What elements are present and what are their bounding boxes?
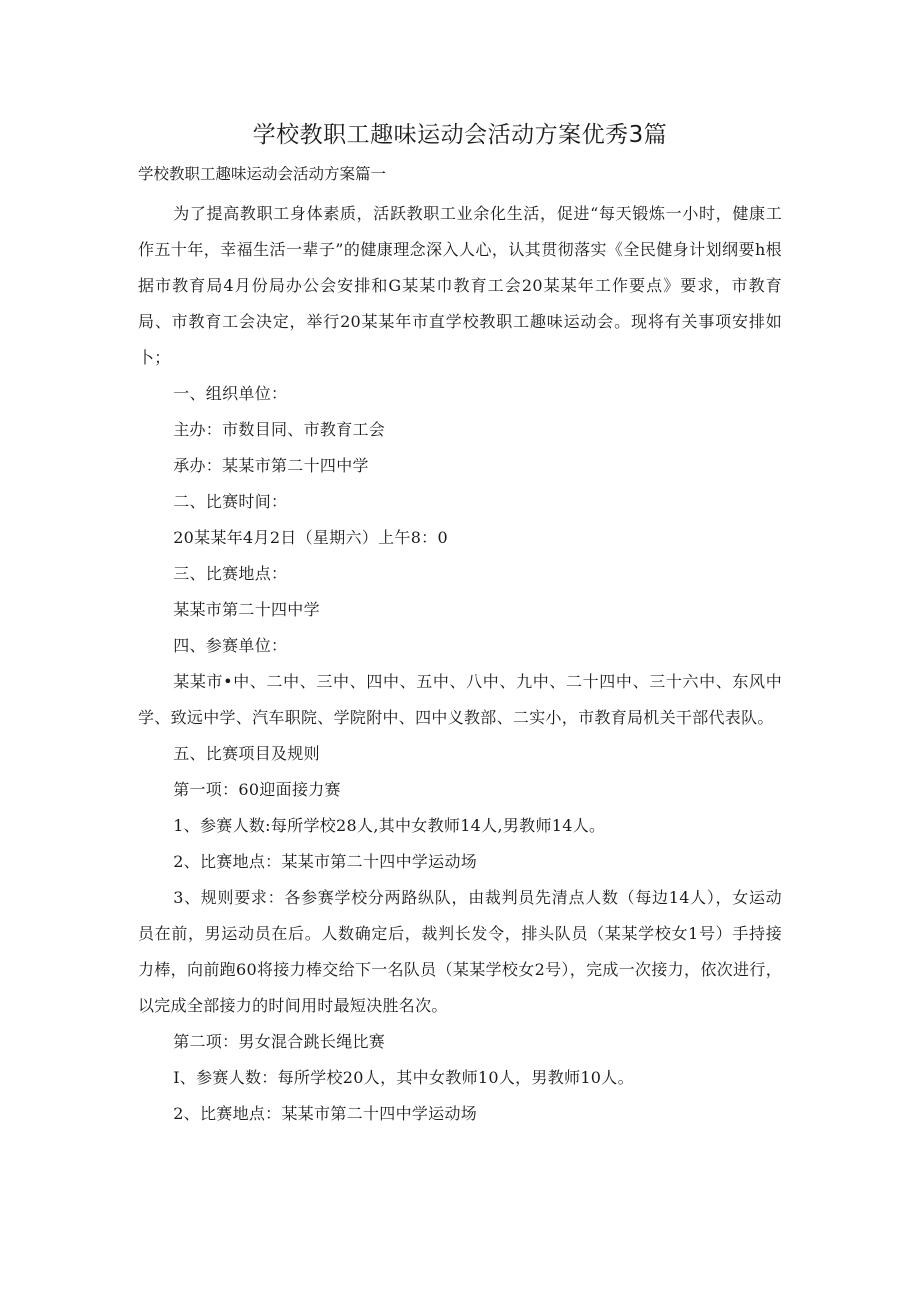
intro-paragraph: 为了提高教职工身体素质，活跃教职工业余化生活，促进“每天锻炼一小时，健康工作五十年，幸福生活一辈子”的健康理念深入人心，认其贯彻落实《全民健身计划纲要h根据市教育局4月份局办公会安排和G某某巾教育工会20某某年工作要点》要求，市教育局、市教育工会决定，举行20某某年市直学校教职工趣味运动会。现将有关事项安排如卜； xyxy=(138,204,782,367)
event-2-title: 第二项：男女混合跳长绳比赛 xyxy=(173,1032,386,1051)
participants-list: 某某市•中、二中、三中、四中、五中、八中、九中、二十四中、三十六中、东风中学、致远中学、汽车职院、学院附中、四中义教部、二实小，市教育局机关干部代表队。 xyxy=(138,672,782,727)
section-heading: 学校教职工趣味运动会活动方案篇一 xyxy=(138,165,387,183)
heading-participants: 四、参赛单位： xyxy=(173,636,288,655)
organizer-undertaker: 承办：某某市第二十四中学 xyxy=(173,456,369,475)
event-1-title: 第一项：60迎面接力赛 xyxy=(173,780,341,799)
event-1-rules: 3、规则要求：各参赛学校分两路纵队，由裁判员先清点人数（每边14人），女运动员在前，男运动员在后。人数确定后，裁判长发令，排头队员（某某学校女1号）手持接力棒，向前跑60将接力棒交给下一名队员（某某学校女2号），完成一次接力，依次进行，以完成全部接力的时间用时最短决胜名次。 xyxy=(138,888,782,1015)
event-2-participants: I、参赛人数：每所学校20人，其中女教师10人，男教师10人。 xyxy=(173,1068,634,1087)
document-body xyxy=(138,196,782,1132)
event-time: 20某某年4月2日（星期六）上午8：0 xyxy=(173,528,448,547)
event-2-location: 2、比赛地点：某某市第二十四中学运动场 xyxy=(173,1104,478,1123)
document-title: 学校教职工趣味运动会活动方案优秀3篇 xyxy=(252,122,668,148)
organizer-host: 主办：市数目同、市教育工会 xyxy=(173,420,386,439)
heading-location: 三、比赛地点： xyxy=(173,564,288,583)
heading-events: 五、比赛项目及规则 xyxy=(173,744,320,763)
heading-organizer: 一、组织单位： xyxy=(173,384,288,403)
event-1-participants: 1、参赛人数:每所学校28人,其中女教师14人,男教师14人。 xyxy=(173,816,606,835)
event-1-location: 2、比赛地点：某某市第二十四中学运动场 xyxy=(173,852,478,871)
event-location: 某某市第二十四中学 xyxy=(173,600,320,619)
heading-time: 二、比赛时间： xyxy=(173,492,288,511)
